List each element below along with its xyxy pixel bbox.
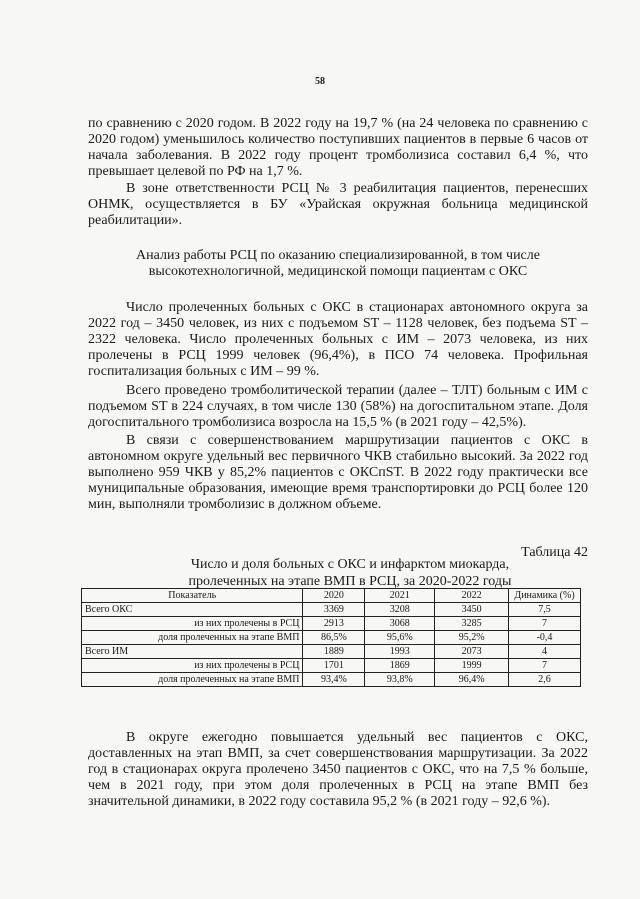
table-row (82, 659, 581, 673)
table-row (82, 617, 581, 631)
cell-dynamics: 7 (509, 617, 581, 631)
cell-2020: 93,4% (303, 673, 365, 687)
paragraph-continuation: по сравнению с 2020 годом. В 2022 году на 19,7 % (на 24 человека по сравнению с 2020 годом) уменьшилось количество поступивших пациентов в первые 6 часов от начала заболевания. В 2022 году процент тромболизиса составил 6,4 %, что превышает целевой по РФ на 1,7 %. (88, 116, 588, 179)
cell-2020: 1889 (303, 645, 365, 659)
cell-2020: 86,5% (303, 631, 365, 645)
row-label: из них пролечены в РСЦ (82, 659, 303, 673)
header-2021: 2021 (365, 589, 435, 603)
table-row (82, 673, 581, 687)
table-row (82, 631, 581, 645)
paragraph-oks-patients: Число пролеченных больных с ОКС в стационарах автономного округа за 2022 год – 3450 человек, из них с подъемом ST – 1128 человек, без подъема ST – 2322 человека. Число пролеченных больных с ИМ – 2073 человека, из них пролечены в РСЦ 1999 человек (96,4%), в ПСО 74 человека. Профильная госпитализация больных с ИМ – 99 %. (88, 300, 588, 379)
row-label: из них пролечены в РСЦ (82, 617, 303, 631)
cell-2022: 1999 (435, 659, 509, 673)
row-label: доля пролеченных на этапе ВМП (82, 673, 303, 687)
row-label: Всего ОКС (82, 603, 303, 617)
row-label: Всего ИМ (82, 645, 303, 659)
cell-2021: 3208 (365, 603, 435, 617)
section-heading: Анализ работы РСЦ по оказанию специализированной, в том числе высокотехнологичной, медицинской помощи пациентам с ОКС (136, 248, 540, 279)
row-label: доля пролеченных на этапе ВМП (82, 631, 303, 645)
header-dynamics: Динамика (%) (509, 589, 581, 603)
cell-2020: 2913 (303, 617, 365, 631)
paragraph-summary: В округе ежегодно повышается удельный вес пациентов с ОКС, доставленных на этап ВМП, за счет совершенствования маршрутизации. За 2022 год в стационарах округа пролечено 3450 пациентов с ОКС, что на 7,5 % больше, чем в 2021 году, при этом доля пролеченных в РСЦ на этапе ВМП без значительной динамики, в 2022 году составила 95,2 % (в 2021 году – 92,6 %). (88, 730, 588, 809)
table-title: Число и доля больных с ОКС и инфарктом миокарда, пролеченных на этапе ВМП в РСЦ, за 2020-2022 годы (188, 557, 512, 589)
data-table (81, 588, 581, 687)
cell-dynamics: 4 (509, 645, 581, 659)
cell-2021: 1869 (365, 659, 435, 673)
cell-dynamics: 7,5 (509, 603, 581, 617)
table-label: Таблица 42 (521, 545, 588, 560)
cell-2022: 95,2% (435, 631, 509, 645)
cell-2021: 93,8% (365, 673, 435, 687)
header-indicator: Показатель (82, 589, 303, 603)
cell-dynamics: 2,6 (509, 673, 581, 687)
cell-dynamics: -0,4 (509, 631, 581, 645)
header-2020: 2020 (303, 589, 365, 603)
cell-2021: 95,6% (365, 631, 435, 645)
cell-2020: 3369 (303, 603, 365, 617)
paragraph-tlt: Всего проведено тромболитической терапии (далее – ТЛТ) больным с ИМ с подъемом ST в 224 случаях, в том числе 130 (58%) на догоспитальном этапе. Доля догоспитального тромболизиса возросла на 15,5 % (в 2021 году – 42,5%). (88, 383, 588, 430)
table-row (82, 603, 581, 617)
page-number: 58 (315, 76, 325, 87)
cell-dynamics: 7 (509, 659, 581, 673)
cell-2022: 3285 (435, 617, 509, 631)
table-header-row (82, 589, 581, 603)
table-row (82, 645, 581, 659)
cell-2022: 3450 (435, 603, 509, 617)
paragraph-rehabilitation: В зоне ответственности РСЦ № 3 реабилитация пациентов, перенесших ОНМК, осуществляется в БУ «Урайская окружная больница медицинской реабилитации». (88, 181, 588, 228)
cell-2021: 3068 (365, 617, 435, 631)
cell-2022: 2073 (435, 645, 509, 659)
cell-2022: 96,4% (435, 673, 509, 687)
header-2022: 2022 (435, 589, 509, 603)
cell-2020: 1701 (303, 659, 365, 673)
paragraph-routing: В связи с совершенствованием маршрутизации пациентов с ОКС в автономном округе удельный вес первичного ЧКВ стабильно высокий. За 2022 год выполнено 959 ЧКВ у 85,2% пациентов с ОКСпST. В 2022 году практически все муниципальные образования, имеющие время транспортировки до РСЦ более 120 мин, выполняли тромболизис в должном объеме. (88, 433, 588, 512)
cell-2021: 1993 (365, 645, 435, 659)
